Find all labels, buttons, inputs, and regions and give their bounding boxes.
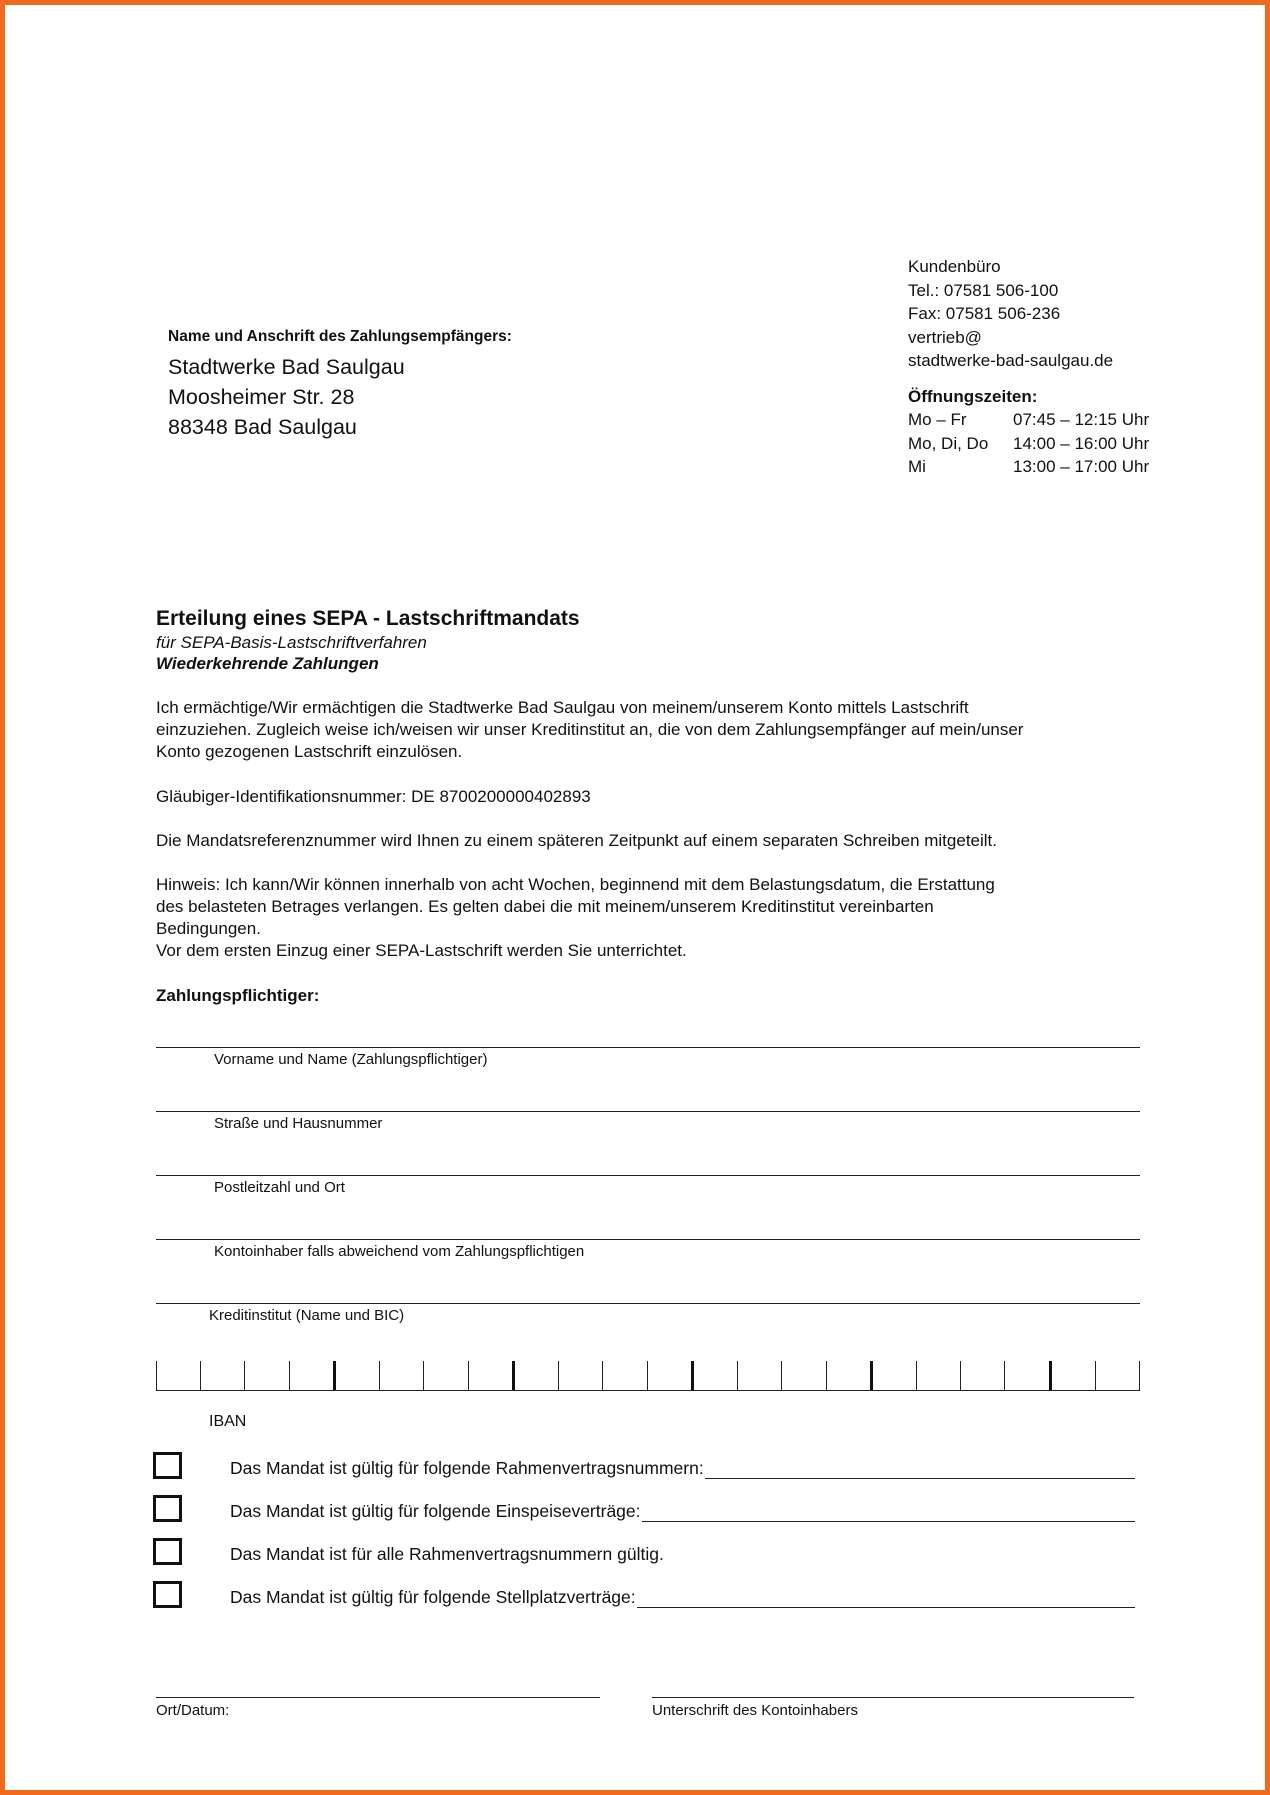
iban-digit-cell[interactable]: [917, 1361, 961, 1390]
phone-number: Tel.: 07581 506-100: [908, 280, 1059, 300]
office-name: Kundenbüro: [908, 257, 1001, 276]
authorization-line: Ich ermächtige/Wir ermächtigen die Stadtwerke Bad Saulgau von meinem/unserem Konto mittels Lastschrift: [156, 698, 969, 717]
iban-label: IBAN: [209, 1413, 247, 1430]
checkbox[interactable]: [153, 1495, 182, 1522]
iban-digit-cell[interactable]: [827, 1361, 873, 1390]
account-holder-label: Kontoinhaber falls abweichend vom Zahlungspflichtigen: [214, 1243, 585, 1260]
payer-name-label: Vorname und Name (Zahlungspflichtiger): [214, 1051, 488, 1068]
contact-block: [908, 255, 1149, 479]
hint-text: [156, 874, 1146, 962]
hours-days: Mo – Fr: [908, 410, 967, 429]
email-domain: stadtwerke-bad-saulgau.de: [908, 351, 1114, 370]
recipient-label: Name und Anschrift des Zahlungsempfängers:: [168, 328, 512, 345]
checkbox[interactable]: [153, 1581, 182, 1608]
option-label: Das Mandat ist gültig für folgende Einspeiseverträge:: [230, 1501, 641, 1521]
hours-time: 07:45 – 12:15 Uhr: [1013, 410, 1150, 429]
iban-digit-cell[interactable]: [201, 1361, 245, 1390]
iban-digit-cell[interactable]: [1005, 1361, 1051, 1390]
iban-digit-cell[interactable]: [515, 1361, 559, 1390]
hours-time: 13:00 – 17:00 Uhr: [1013, 457, 1150, 476]
iban-digit-cell[interactable]: [738, 1361, 782, 1390]
street-field[interactable]: [156, 1111, 1140, 1112]
option-label: Das Mandat ist gültig für folgende Rahmenvertragsnummern:: [230, 1458, 704, 1478]
iban-digit-cell[interactable]: [961, 1361, 1005, 1390]
iban-digit-cell[interactable]: [648, 1361, 694, 1390]
iban-digit-cell[interactable]: [694, 1361, 738, 1390]
authorization-text: [156, 697, 1146, 763]
hint-line: des belasteten Betrages verlangen. Es gelten dabei die mit meinem/unserem Kreditinstitut vereinbarten: [156, 897, 934, 916]
option-parking-contracts: [153, 1581, 1135, 1608]
iban-digit-cell[interactable]: [157, 1361, 201, 1390]
checkbox[interactable]: [153, 1452, 182, 1479]
reference-note: Die Mandatsreferenznummer wird Ihnen zu einem späteren Zeitpunkt auf einem separaten Schreiben mitgeteilt.: [156, 831, 997, 850]
signature-label: Unterschrift des Kontoinhabers: [652, 1702, 858, 1719]
postcode-city-field[interactable]: [156, 1175, 1140, 1176]
document-title: Erteilung eines SEPA - Lastschriftmandats: [156, 607, 580, 630]
hours-title: Öffnungszeiten:: [908, 386, 1038, 406]
authorization-line: Konto gezogenen Lastschrift einzulösen.: [156, 742, 463, 761]
iban-digit-cell[interactable]: [469, 1361, 515, 1390]
document-subtitle: für SEPA-Basis-Lastschriftverfahren: [156, 633, 427, 652]
hours-row: [908, 408, 1149, 432]
hours-days: Mo, Di, Do: [908, 433, 989, 453]
bank-label: Kreditinstitut (Name und BIC): [209, 1307, 405, 1324]
parking-contracts-field[interactable]: [637, 1585, 1135, 1608]
iban-digit-cell[interactable]: [603, 1361, 647, 1390]
option-all-contracts: [153, 1538, 664, 1565]
hint-line: Vor dem ersten Einzug einer SEPA-Lastschrift werden Sie unterrichtet.: [156, 941, 687, 960]
iban-digit-cell[interactable]: [873, 1361, 917, 1390]
hint-line: Hinweis: Ich kann/Wir können innerhalb von acht Wochen, beginnend mit dem Belastungsdatum, die Erstattung: [156, 875, 995, 894]
framework-numbers-field[interactable]: [705, 1460, 1135, 1479]
hours-days: Mi: [908, 457, 926, 476]
iban-input[interactable]: [156, 1361, 1140, 1391]
creditor-id: Gläubiger-Identifikationsnummer: DE 8700200000402893: [156, 787, 591, 806]
hours-row: [908, 455, 1149, 479]
recipient-street: Moosheimer Str. 28: [168, 385, 355, 409]
postcode-city-label: Postleitzahl und Ort: [214, 1179, 345, 1196]
recipient-block: [168, 328, 512, 442]
account-holder-field[interactable]: [156, 1239, 1140, 1240]
recipient-name: Stadtwerke Bad Saulgau: [168, 355, 405, 379]
iban-digit-cell[interactable]: [782, 1361, 826, 1390]
hours-row: [908, 432, 1149, 456]
hint-line: Bedingungen.: [156, 919, 261, 938]
option-label: Das Mandat ist gültig für folgende Stellplatzverträge:: [230, 1587, 636, 1607]
iban-digit-cell[interactable]: [336, 1361, 380, 1390]
option-label: Das Mandat ist für alle Rahmenvertragsnummern gültig.: [230, 1544, 664, 1564]
fax-number: Fax: 07581 506-236: [908, 304, 1061, 323]
iban-digit-cell[interactable]: [380, 1361, 424, 1390]
iban-digit-cell[interactable]: [245, 1361, 289, 1390]
place-date-label: Ort/Datum:: [156, 1702, 230, 1719]
checkbox[interactable]: [153, 1538, 182, 1565]
hours-time: 14:00 – 16:00 Uhr: [1013, 433, 1150, 453]
bank-field[interactable]: [156, 1303, 1140, 1304]
payment-type: Wiederkehrende Zahlungen: [156, 654, 379, 673]
option-framework-contracts: [153, 1452, 1135, 1479]
title-block: [156, 605, 580, 675]
iban-digit-cell[interactable]: [559, 1361, 603, 1390]
place-date-field[interactable]: [156, 1697, 600, 1698]
option-feed-in-contracts: [153, 1495, 1135, 1522]
iban-digit-cell[interactable]: [1052, 1361, 1096, 1390]
iban-digit-cell[interactable]: [290, 1361, 336, 1390]
iban-digit-cell[interactable]: [424, 1361, 468, 1390]
iban-digit-cell[interactable]: [1096, 1361, 1139, 1390]
payer-name-field[interactable]: [156, 1047, 1140, 1048]
recipient-city: 88348 Bad Saulgau: [168, 415, 357, 439]
payer-section-label: Zahlungspflichtiger:: [156, 986, 320, 1005]
street-label: Straße und Hausnummer: [214, 1115, 383, 1132]
authorization-line: einzuziehen. Zugleich weise ich/weisen wir unser Kreditinstitut an, die von dem Zahlungsempfänger auf mein/unser: [156, 720, 1024, 739]
email-user: vertrieb@: [908, 327, 982, 347]
feed-in-contracts-field[interactable]: [642, 1503, 1135, 1522]
signature-field[interactable]: [652, 1697, 1134, 1698]
